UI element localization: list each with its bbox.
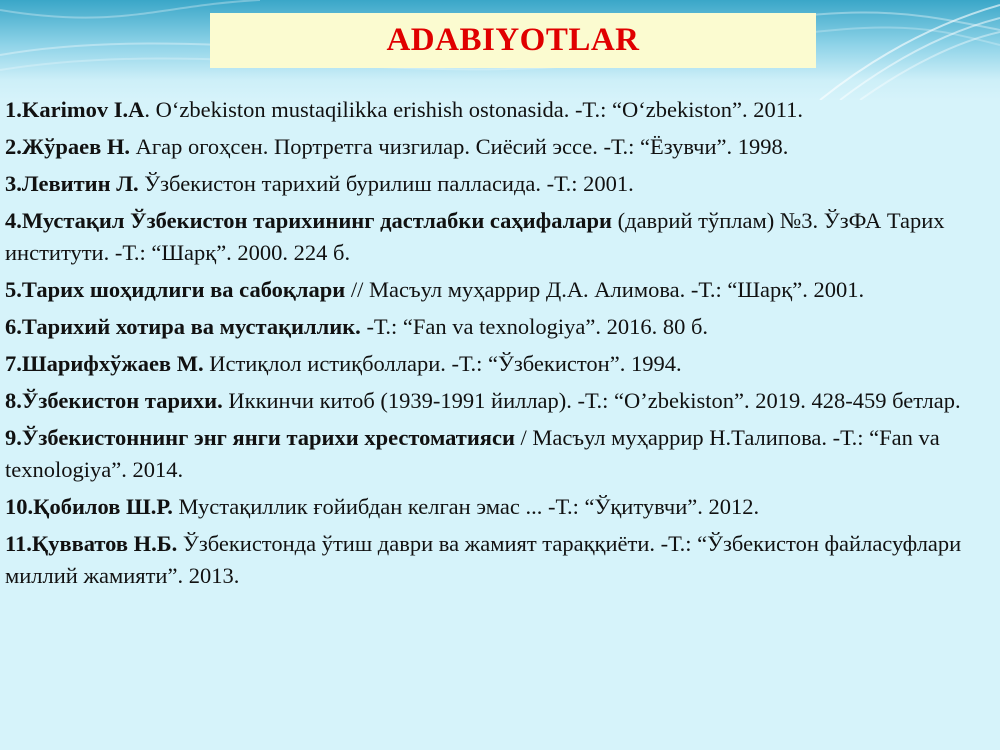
- reference-text: Ўзбекистонда ўтиш даври ва жамият тараққиёти. -Т.: “Ўзбекистон файласуфлари миллий жамияти”. 2013.: [5, 531, 962, 588]
- reference-lead: 5.Тарих шоҳидлиги ва сабоқлари: [5, 277, 346, 302]
- reference-text: . O‘zbekiston mustaqilikka erishish ostonasida. -T.: “O‘zbekiston”. 2011.: [144, 97, 803, 122]
- reference-lead: 3.Левитин Л.: [5, 171, 139, 196]
- list-item: [5, 491, 997, 523]
- list-item: [5, 205, 997, 269]
- list-item: [5, 274, 997, 306]
- list-item: [5, 168, 997, 200]
- reference-text: Ўзбекистон тарихий бурилиш палласида. -Т.: 2001.: [138, 171, 634, 196]
- list-item: [5, 385, 997, 417]
- reference-lead: 6.Тарихий хотира ва мустақиллик.: [5, 314, 361, 339]
- reference-text: -Т.: “Fan va texnologiya”. 2016. 80 б.: [360, 314, 709, 339]
- reference-text: (даврий тўплам) №3. ЎзФА Тарих институти. -Т.: “Шарқ”. 2000. 224 б.: [5, 208, 945, 265]
- reference-lead: 1.Karimov I.A: [5, 97, 145, 122]
- reference-lead: 9.Ўзбекистоннинг энг янги тарихи хрестоматияси: [5, 425, 515, 450]
- reference-text: // Масъул муҳаррир Д.А. Алимова. -Т.: “Шарқ”. 2001.: [345, 277, 865, 302]
- title-box: [210, 13, 816, 68]
- reference-text: Агар огоҳсен. Портретга чизгилар. Сиёсий эссе. -Т.: “Ёзувчи”. 1998.: [130, 134, 789, 159]
- reference-lead: 10.Қобилов Ш.Р.: [5, 494, 173, 519]
- reference-list: [5, 94, 997, 597]
- list-item: [5, 422, 997, 486]
- reference-text: Истиқлол истиқболлари. -Т.: “Ўзбекистон”. 1994.: [203, 351, 682, 376]
- list-item: [5, 131, 997, 163]
- list-item: [5, 311, 997, 343]
- reference-lead: 4.Мустақил Ўзбекистон тарихининг дастлабки саҳифалари: [5, 208, 612, 233]
- list-item: [5, 94, 997, 126]
- reference-lead: 11.Қувватов Н.Б.: [5, 531, 178, 556]
- reference-text: Иккинчи китоб (1939-1991 йиллар). -Т.: “O’zbekiston”. 2019. 428-459 бетлар.: [222, 388, 961, 413]
- reference-lead: 7.Шарифхўжаев М.: [5, 351, 204, 376]
- reference-lead: 2.Жўраев Н.: [5, 134, 131, 159]
- list-item: [5, 348, 997, 380]
- reference-text: Мустақиллик ғойибдан келган эмас ... -Т.: “Ўқитувчи”. 2012.: [172, 494, 760, 519]
- list-item: [5, 528, 997, 592]
- page-title: ADABIYOTLAR: [386, 22, 640, 58]
- reference-text: / Масъул муҳаррир Н.Талипова. -Т.: “Fan va texnologiya”. 2014.: [5, 425, 940, 482]
- reference-lead: 8.Ўзбекистон тарихи.: [5, 388, 223, 413]
